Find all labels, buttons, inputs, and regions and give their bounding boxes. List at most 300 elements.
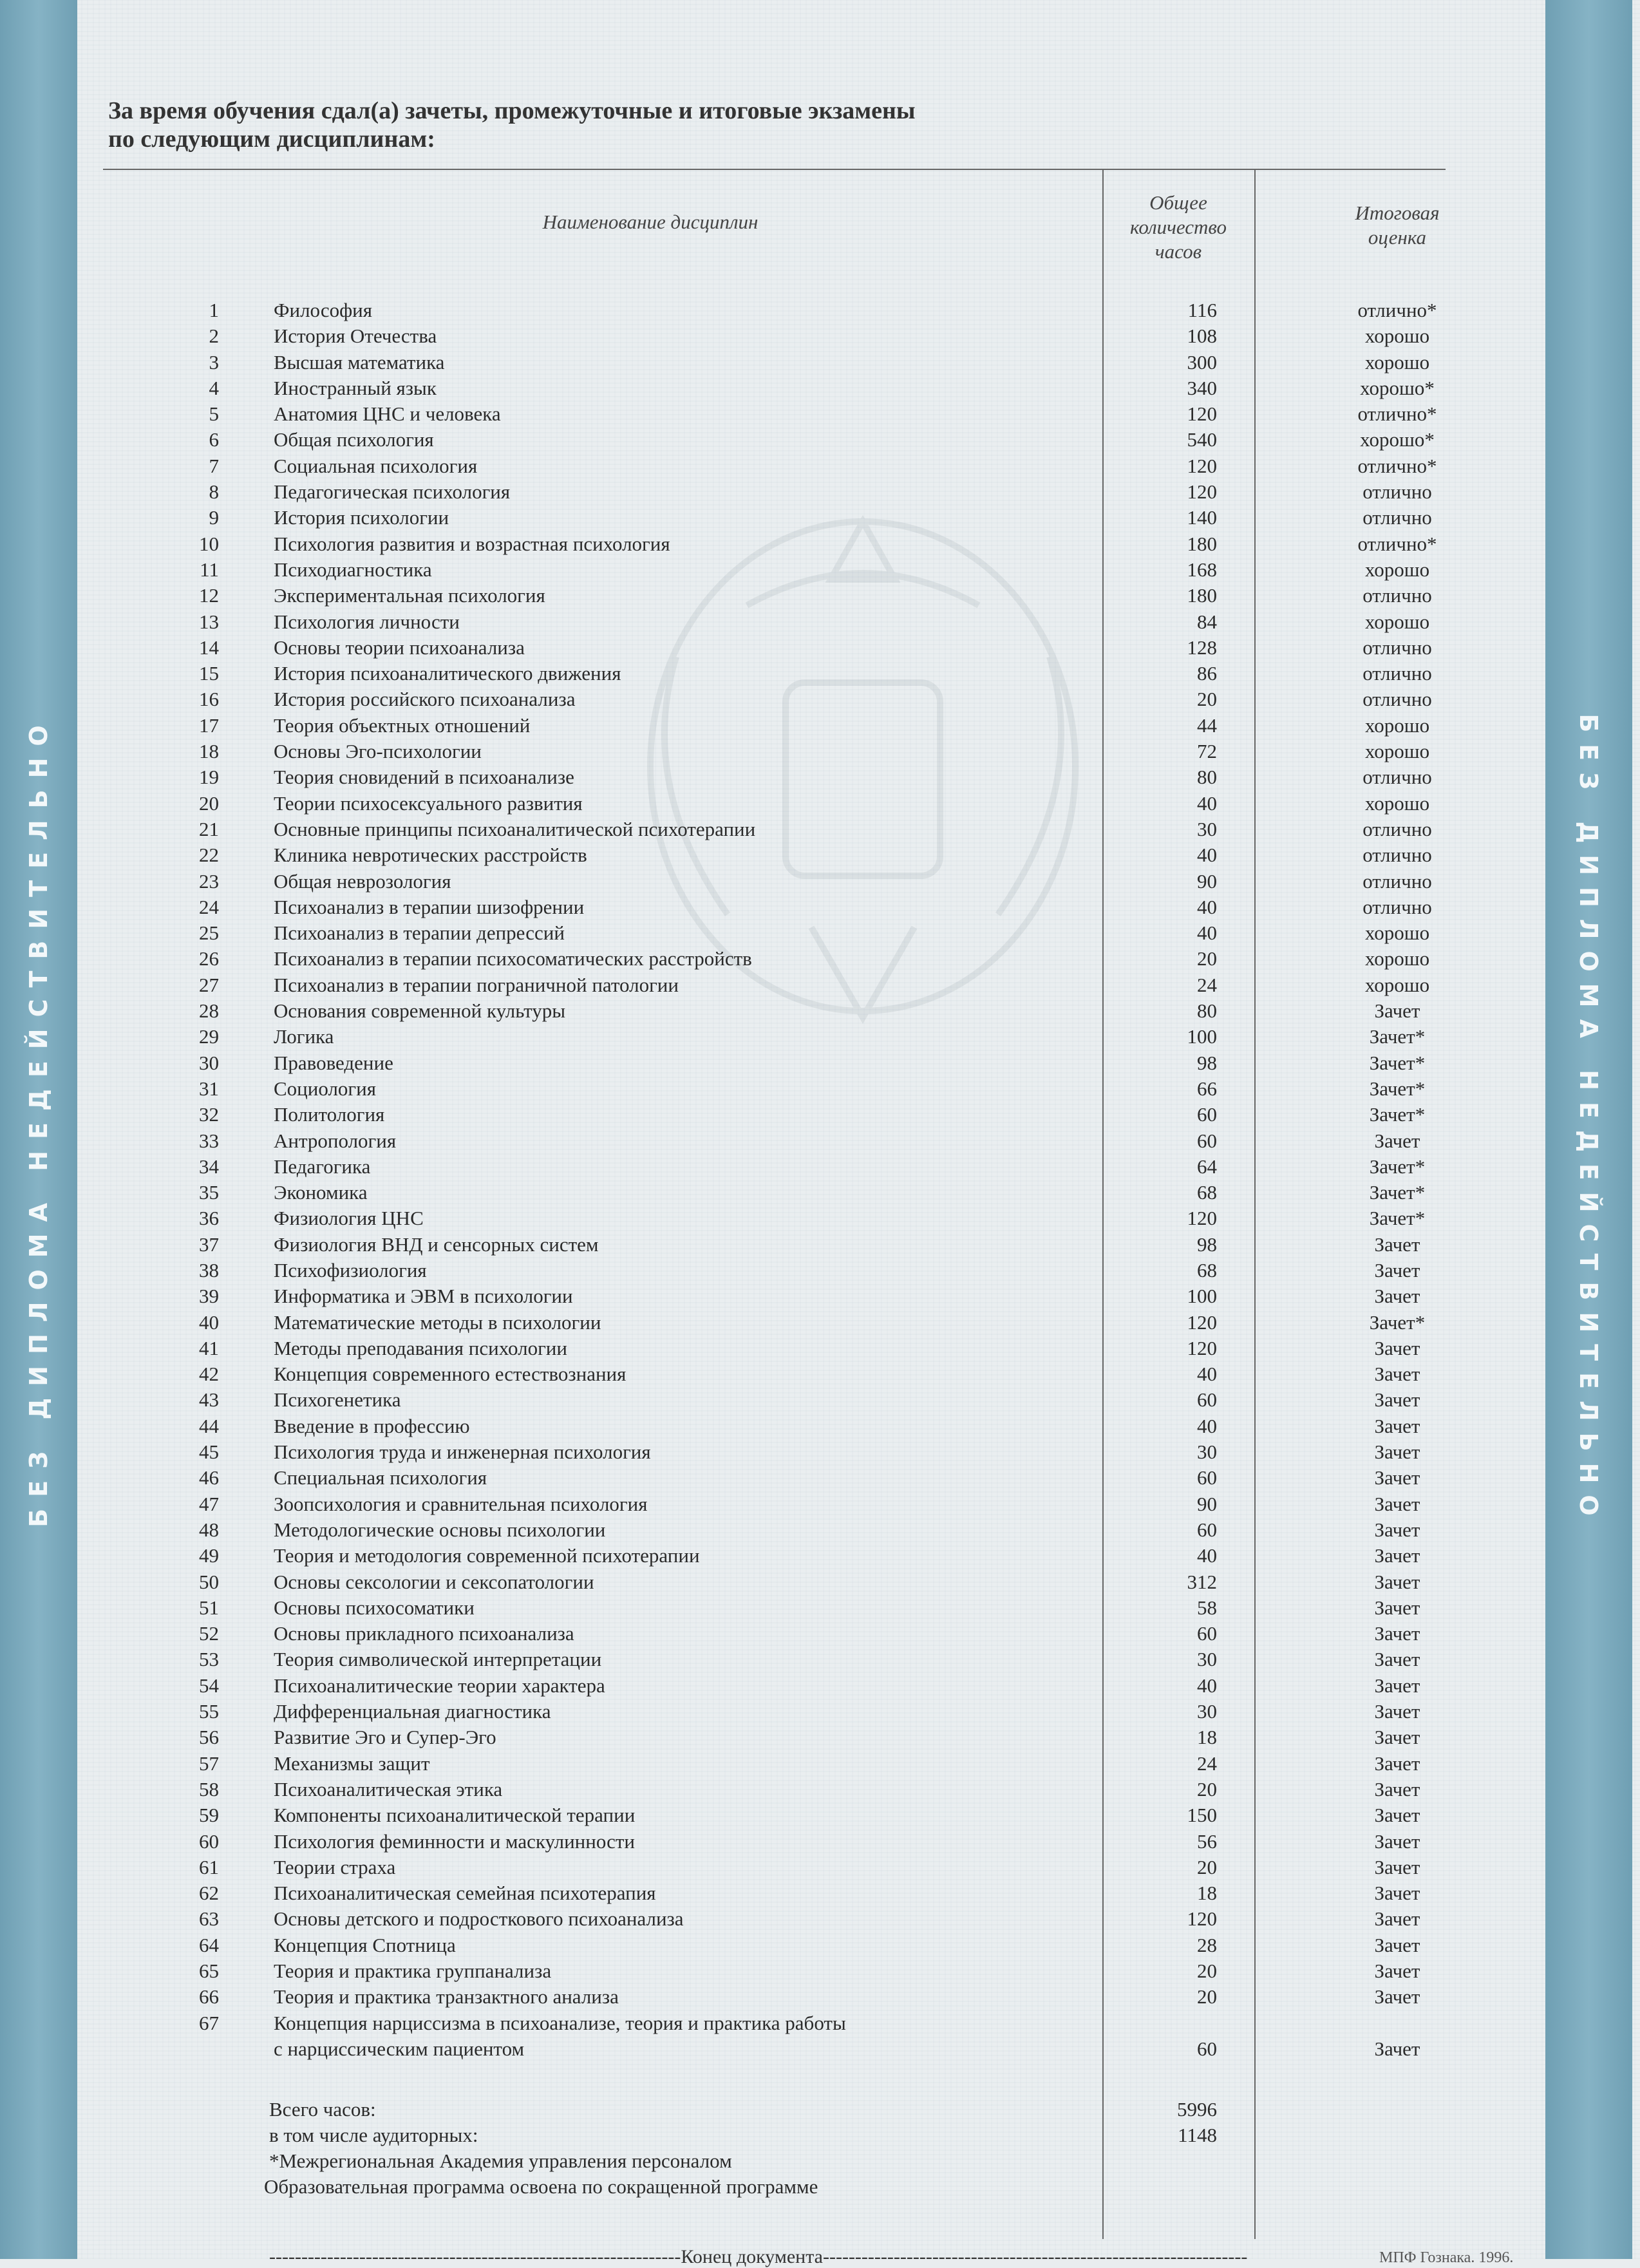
- grade-value: Зачет: [1374, 1777, 1420, 1800]
- discipline-name: История российского психоанализа: [274, 688, 576, 711]
- grade-value: хорошо: [1364, 791, 1430, 815]
- grade-value: отлично: [1362, 584, 1432, 607]
- heading-line-1: За время обучения сдал(а) зачеты, промежуточные и итоговые экзамены: [108, 97, 916, 124]
- grade-value: отлично*: [1357, 454, 1437, 477]
- grade-value: Зачет*: [1369, 1207, 1426, 1230]
- row-number: 50: [199, 1570, 219, 1593]
- row-number: 4: [209, 376, 219, 399]
- grade-value: Зачет: [1374, 1700, 1420, 1723]
- discipline-name-line-1: Концепция нарциссизма в психоанализе, теория и практика работы: [274, 2011, 846, 2034]
- discipline-name: Теории психосексуального развития: [274, 791, 583, 815]
- classroom-hours-value: 1148: [1178, 2124, 1217, 2146]
- heading: [108, 97, 1203, 153]
- discipline-name: Концепция современного естествознания: [274, 1363, 627, 1386]
- table-row: [0, 323, 1640, 349]
- discipline-name: Клиника невротических расстройств: [274, 844, 587, 867]
- hours-value: 312: [1187, 1570, 1217, 1593]
- discipline-name: Методологические основы психологии: [274, 1518, 606, 1541]
- row-number: 51: [199, 1596, 219, 1619]
- row-number: 42: [199, 1363, 219, 1386]
- discipline-name: Основания современной культуры: [274, 999, 566, 1023]
- grade-value: Зачет: [1374, 1492, 1420, 1515]
- table-row: [0, 1984, 1640, 2010]
- hours-value: 40: [1197, 895, 1217, 918]
- grade-value: Зачет: [1374, 999, 1420, 1023]
- discipline-name: Психология феминности и маскулинности: [274, 1829, 636, 1853]
- discipline-name: Физиология ЦНС: [274, 1207, 424, 1230]
- table-top-rule: [103, 169, 1446, 170]
- hours-value: 120: [1187, 480, 1217, 504]
- grade-value: хорошо: [1364, 973, 1430, 996]
- row-number: 66: [199, 1985, 219, 2008]
- discipline-name: Основы Эго-психологии: [274, 740, 482, 763]
- table-row: [0, 1283, 1640, 1309]
- row-number: 25: [199, 921, 219, 945]
- hours-value: 40: [1197, 1674, 1217, 1697]
- table-row: [0, 609, 1640, 635]
- hours-value: 40: [1197, 1544, 1217, 1567]
- grade-value: Зачет: [1374, 1441, 1420, 1464]
- hours-value: 98: [1197, 1051, 1217, 1074]
- hours-value: 120: [1187, 1336, 1217, 1359]
- hours-value: 30: [1197, 1700, 1217, 1723]
- row-number: 10: [199, 532, 219, 555]
- grade-value: Зачет: [1374, 1129, 1420, 1152]
- grade-value: Зачет*: [1369, 1025, 1426, 1048]
- discipline-name: Экспериментальная психология: [274, 584, 545, 607]
- table-row: [0, 350, 1640, 375]
- table-row: [0, 869, 1640, 894]
- grade-value: Зачет: [1374, 1388, 1420, 1412]
- column-header-hours-line-2: количество: [1130, 216, 1227, 238]
- grade-value: Зачет: [1374, 1726, 1420, 1749]
- hours-value: 30: [1197, 1648, 1217, 1671]
- grade-value: Зачет: [1374, 1882, 1420, 1905]
- hours-value: 90: [1197, 869, 1217, 893]
- table-row: [0, 1128, 1640, 1154]
- discipline-name: История психологии: [274, 506, 449, 529]
- row-number: 29: [199, 1025, 219, 1048]
- hours-value: 60: [1197, 1466, 1217, 1489]
- hours-value: 20: [1197, 1855, 1217, 1878]
- table-row: [0, 1673, 1640, 1699]
- table-row: [0, 661, 1640, 686]
- discipline-name: История Отечества: [274, 325, 437, 348]
- column-header-grade-line-2: оценка: [1368, 226, 1427, 249]
- table-row: [0, 1387, 1640, 1413]
- row-number: 28: [199, 999, 219, 1023]
- grade-value: Зачет: [1374, 1258, 1420, 1281]
- hours-value: 140: [1187, 506, 1217, 529]
- hours-value: 72: [1197, 740, 1217, 763]
- discipline-name: Психоаналитическая семейная психотерапия: [274, 1882, 656, 1905]
- row-number: 34: [199, 1155, 219, 1178]
- end-of-document-line: ----------------------------------------------------------------Конец документа------------------------------------------------------------------: [269, 2246, 1248, 2267]
- row-number: 47: [199, 1492, 219, 1515]
- row-number: 1: [209, 299, 219, 321]
- grade-value: Зачет: [1374, 1544, 1420, 1567]
- table-row: [0, 1491, 1640, 1517]
- hours-value: 120: [1187, 402, 1217, 426]
- discipline-name: Теории страха: [274, 1855, 396, 1878]
- hours-value: 56: [1197, 1829, 1217, 1853]
- grade-value: отлично: [1362, 817, 1432, 840]
- row-number: 16: [199, 688, 219, 711]
- total-hours-value: 5996: [1177, 2098, 1217, 2121]
- discipline-name: Специальная психология: [274, 1466, 487, 1489]
- discipline-name: Концепция Спотница: [274, 1933, 456, 1956]
- table-row: [0, 686, 1640, 712]
- row-number: 60: [199, 1829, 219, 1853]
- table-row: [0, 920, 1640, 946]
- discipline-name: Методы преподавания психологии: [274, 1336, 567, 1359]
- grade-value: Зачет: [1374, 1804, 1420, 1827]
- row-number: 64: [199, 1933, 219, 1956]
- row-number: 20: [199, 791, 219, 815]
- table-row: [0, 1361, 1640, 1387]
- row-number: 31: [199, 1077, 219, 1100]
- table-row: [0, 1933, 1640, 1958]
- table-row: [0, 557, 1640, 583]
- hours-value: 68: [1197, 1181, 1217, 1204]
- table-row: [0, 972, 1640, 998]
- heading-line-2: по следующим дисциплинам:: [108, 126, 435, 153]
- hours-value: 44: [1197, 713, 1217, 737]
- grade-value: Зачет: [1374, 1233, 1420, 1256]
- row-number: 46: [199, 1466, 219, 1489]
- row-number: 26: [199, 947, 219, 970]
- table-row: [0, 1102, 1640, 1128]
- grade-value: хорошо*: [1360, 376, 1435, 399]
- program-note: Образовательная программа освоена по сокращенной программе: [264, 2175, 818, 2198]
- table-row: [0, 946, 1640, 972]
- table-row: [0, 1154, 1640, 1180]
- grade-value: Зачет: [1374, 1285, 1420, 1308]
- grade-value: Зачет: [1374, 1674, 1420, 1697]
- grade-value: хорошо: [1364, 558, 1430, 581]
- hours-value: 180: [1187, 584, 1217, 607]
- discipline-name: История психоаналитического движения: [274, 662, 621, 685]
- grade-value: Зачет: [1374, 1829, 1420, 1853]
- column-header-name: Наименование дисциплин: [542, 211, 759, 233]
- table-row: [0, 713, 1640, 739]
- table-row: [0, 894, 1640, 920]
- table-row: [0, 998, 1640, 1024]
- grade-value: Зачет: [1374, 1336, 1420, 1359]
- hours-value: 540: [1187, 428, 1217, 451]
- discipline-name-line-2: с нарциссическим пациентом: [274, 2037, 525, 2060]
- row-number: 27: [199, 973, 219, 996]
- row-number: 35: [199, 1181, 219, 1204]
- table-row: [0, 1647, 1640, 1672]
- grade-value: отлично*: [1357, 402, 1437, 426]
- grade-value: Зачет: [1374, 1855, 1420, 1878]
- discipline-name: Механизмы защит: [274, 1752, 430, 1775]
- grade-value: Зачет*: [1369, 1155, 1426, 1178]
- grade-value: отлично: [1362, 480, 1432, 504]
- grade-value: Зачет*: [1369, 1077, 1426, 1100]
- table-row: [0, 1880, 1640, 1906]
- hours-value: 40: [1197, 1363, 1217, 1386]
- grade-value: Зачет: [1374, 1596, 1420, 1619]
- row-number: 57: [199, 1752, 219, 1775]
- table-row: [0, 583, 1640, 609]
- row-number: 33: [199, 1129, 219, 1152]
- discipline-name: Психоаналитическая этика: [274, 1777, 503, 1800]
- row-number: 5: [209, 402, 219, 426]
- row-number: 39: [199, 1285, 219, 1308]
- hours-value: 30: [1197, 1441, 1217, 1464]
- hours-value: 40: [1197, 921, 1217, 945]
- grade-value: Зачет: [1374, 1648, 1420, 1671]
- discipline-name: Психофизиология: [274, 1258, 427, 1281]
- discipline-name: Логика: [274, 1025, 334, 1048]
- discipline-name: Политология: [274, 1103, 385, 1126]
- hours-value: 120: [1187, 1207, 1217, 1230]
- hours-value: 40: [1197, 791, 1217, 815]
- hours-value: 60: [1197, 1129, 1217, 1152]
- grade-value: Зачет*: [1369, 1181, 1426, 1204]
- discipline-name: Зоопсихология и сравнительная психология: [274, 1492, 648, 1515]
- column-header-grade-line-1: Итоговая: [1355, 202, 1440, 224]
- discipline-name: Психоанализ в терапии пограничной патологии: [274, 973, 679, 996]
- classroom-hours-label: в том числе аудиторных:: [269, 2124, 478, 2146]
- discipline-name: Педагогика: [274, 1155, 371, 1178]
- grade-value: Зачет: [1374, 1907, 1420, 1931]
- hours-value: 68: [1197, 1258, 1217, 1281]
- discipline-name: Основы психосоматики: [274, 1596, 475, 1619]
- table-row: [0, 298, 1640, 323]
- row-number: 38: [199, 1258, 219, 1281]
- row-number: 22: [199, 844, 219, 867]
- row-number: 17: [199, 713, 219, 737]
- grade-value: Зачет: [1374, 1414, 1420, 1437]
- table-row: [0, 1699, 1640, 1725]
- table-row: [0, 453, 1640, 479]
- hours-value: 24: [1197, 973, 1217, 996]
- table-row: [0, 1595, 1640, 1621]
- hours-value: 60: [1197, 1518, 1217, 1541]
- table-row: [0, 531, 1640, 557]
- discipline-name: Педагогическая психология: [274, 480, 511, 504]
- discipline-name: Антропология: [274, 1129, 397, 1152]
- discipline-name: Психология развития и возрастная психология: [274, 532, 670, 555]
- row-number: 3: [209, 350, 219, 373]
- grade-value: Зачет*: [1369, 1310, 1426, 1334]
- table-row: [0, 505, 1640, 531]
- row-number: 19: [199, 766, 219, 789]
- row-number: 32: [199, 1103, 219, 1126]
- discipline-name: Теория сновидений в психоанализе: [274, 766, 574, 789]
- row-number: 49: [199, 1544, 219, 1567]
- row-number: 48: [199, 1518, 219, 1541]
- hours-value: 120: [1187, 1907, 1217, 1931]
- hours-value: 150: [1187, 1804, 1217, 1827]
- table-row: [0, 1855, 1640, 1880]
- hours-value: 168: [1187, 558, 1217, 581]
- row-number: 8: [209, 480, 219, 504]
- table-row: [0, 1024, 1640, 1050]
- grade-value: Зачет: [1374, 1933, 1420, 1956]
- discipline-name: Физиология ВНД и сенсорных систем: [274, 1233, 599, 1256]
- row-number: 59: [199, 1804, 219, 1827]
- grade-value: Зачет: [1374, 1985, 1420, 2008]
- grade-value: хорошо: [1364, 740, 1430, 763]
- row-number: 15: [199, 662, 219, 685]
- discipline-name: Основы сексологии и сексопатологии: [274, 1570, 594, 1593]
- hours-value: 80: [1197, 766, 1217, 789]
- table-row: [0, 739, 1640, 764]
- hours-value: 20: [1197, 1960, 1217, 1982]
- grade-value: отлично*: [1357, 299, 1437, 321]
- table-row: [0, 1543, 1640, 1569]
- table-row: [0, 2010, 1640, 2063]
- table-row: [0, 1777, 1640, 1802]
- table-row: [0, 427, 1640, 453]
- column-header-hours: [1102, 191, 1254, 264]
- hours-value: 60: [1197, 2037, 1217, 2060]
- discipline-name: Основные принципы психоаналитической психотерапии: [274, 817, 756, 840]
- table-row: [0, 1050, 1640, 1076]
- row-number: 13: [199, 610, 219, 633]
- grade-value: Зачет*: [1369, 1051, 1426, 1074]
- table-row: [0, 1310, 1640, 1336]
- hours-value: 20: [1197, 688, 1217, 711]
- row-number: 55: [199, 1700, 219, 1723]
- discipline-name: Психодиагностика: [274, 558, 432, 581]
- right-band-text: БЕЗ ДИПЛОМА НЕДЕЙСТВИТЕЛЬНО: [1574, 713, 1603, 1527]
- table-row: [0, 1180, 1640, 1205]
- row-number: 12: [199, 584, 219, 607]
- disciplines-table: [0, 298, 1640, 2063]
- grade-value: отлично: [1362, 844, 1432, 867]
- hours-value: 84: [1197, 610, 1217, 633]
- grade-value: отлично: [1362, 688, 1432, 711]
- discipline-name: Теория объектных отношений: [274, 713, 531, 737]
- table-row: [0, 1569, 1640, 1595]
- row-number: 43: [199, 1388, 219, 1412]
- discipline-name: Психоаналитические теории характера: [274, 1674, 605, 1697]
- table-row: [0, 1258, 1640, 1283]
- hours-value: 340: [1187, 376, 1217, 399]
- total-hours-label: Всего часов:: [269, 2098, 376, 2121]
- discipline-name: Психоанализ в терапии депрессий: [274, 921, 565, 945]
- grade-value: хорошо*: [1360, 428, 1435, 451]
- table-row: [0, 1232, 1640, 1258]
- grade-value: отлично*: [1357, 532, 1437, 555]
- table-row: [0, 1802, 1640, 1828]
- row-number: 2: [209, 325, 219, 348]
- hours-value: 80: [1197, 999, 1217, 1023]
- discipline-name: Теория символической интерпретации: [274, 1648, 602, 1671]
- table-row: [0, 375, 1640, 401]
- table-row: [0, 817, 1640, 842]
- table-row: [0, 1465, 1640, 1491]
- discipline-name: Введение в профессию: [274, 1414, 470, 1437]
- table-row: [0, 1725, 1640, 1750]
- table-row: [0, 401, 1640, 427]
- grade-value: хорошо: [1364, 610, 1430, 633]
- grade-value: хорошо: [1364, 921, 1430, 945]
- row-number: 41: [199, 1336, 219, 1359]
- grade-value: отлично: [1362, 636, 1432, 659]
- row-number: 52: [199, 1622, 219, 1645]
- grade-value: хорошо: [1364, 947, 1430, 970]
- table-row: [0, 1829, 1640, 1855]
- grade-value: Зачет: [1374, 1752, 1420, 1775]
- table-row: [0, 1517, 1640, 1543]
- printer-mark: МПФ Гознака. 1996.: [1379, 2249, 1514, 2266]
- hours-value: 40: [1197, 844, 1217, 867]
- table-row: [0, 1076, 1640, 1102]
- row-number: 56: [199, 1726, 219, 1749]
- discipline-name: Основы детского и подросткового психоанализа: [274, 1907, 684, 1931]
- discipline-name: Социология: [274, 1077, 376, 1100]
- hours-value: 66: [1197, 1077, 1217, 1100]
- hours-value: 18: [1197, 1726, 1217, 1749]
- row-number: 21: [199, 817, 219, 840]
- table-row: [0, 1413, 1640, 1439]
- row-number: 14: [199, 636, 219, 659]
- grade-value: Зачет: [1374, 1960, 1420, 1982]
- table-row: [0, 1439, 1640, 1465]
- discipline-name: [274, 2010, 846, 2062]
- hours-value: 128: [1187, 636, 1217, 659]
- table-row: [0, 1205, 1640, 1231]
- row-number: 62: [199, 1882, 219, 1905]
- discipline-name: Математические методы в психологии: [274, 1310, 601, 1334]
- hours-value: 300: [1187, 350, 1217, 373]
- table-row: [0, 1906, 1640, 1932]
- discipline-name: Информатика и ЭВМ в психологии: [274, 1285, 573, 1308]
- hours-value: 24: [1197, 1752, 1217, 1775]
- hours-value: 30: [1197, 817, 1217, 840]
- hours-value: 20: [1197, 1777, 1217, 1800]
- column-header-hours-line-3: часов: [1155, 240, 1202, 263]
- hours-value: 58: [1197, 1596, 1217, 1619]
- table-row: [0, 1958, 1640, 1984]
- discipline-name: Экономика: [274, 1181, 368, 1204]
- grade-value: Зачет: [1374, 2037, 1420, 2060]
- discipline-name: Психология личности: [274, 610, 460, 633]
- grade-value: Зачет*: [1369, 1103, 1426, 1126]
- hours-value: 86: [1197, 662, 1217, 685]
- hours-value: 60: [1197, 1622, 1217, 1645]
- hours-value: 90: [1197, 1492, 1217, 1515]
- hours-value: 20: [1197, 947, 1217, 970]
- row-number: 9: [209, 506, 219, 529]
- discipline-name: Правоведение: [274, 1051, 393, 1074]
- table-row: [0, 635, 1640, 661]
- table-row: [0, 1336, 1640, 1361]
- grade-value: Зачет: [1374, 1622, 1420, 1645]
- row-number: 6: [209, 428, 219, 451]
- grade-value: Зачет: [1374, 1466, 1420, 1489]
- row-number: 61: [199, 1855, 219, 1878]
- discipline-name: Высшая математика: [274, 350, 445, 373]
- grade-value: хорошо: [1364, 350, 1430, 373]
- discipline-name: Иностранный язык: [274, 376, 437, 399]
- hours-value: 98: [1197, 1233, 1217, 1256]
- row-number: 40: [199, 1310, 219, 1334]
- hours-value: 116: [1187, 299, 1217, 321]
- row-number: 45: [199, 1441, 219, 1464]
- grade-value: хорошо: [1364, 325, 1430, 348]
- discipline-name: Общая психология: [274, 428, 434, 451]
- left-band-text: БЕЗ ДИПЛОМА НЕДЕЙСТВИТЕЛЬНО: [24, 713, 53, 1527]
- grade-value: Зачет: [1374, 1518, 1420, 1541]
- hours-value: 18: [1197, 1882, 1217, 1905]
